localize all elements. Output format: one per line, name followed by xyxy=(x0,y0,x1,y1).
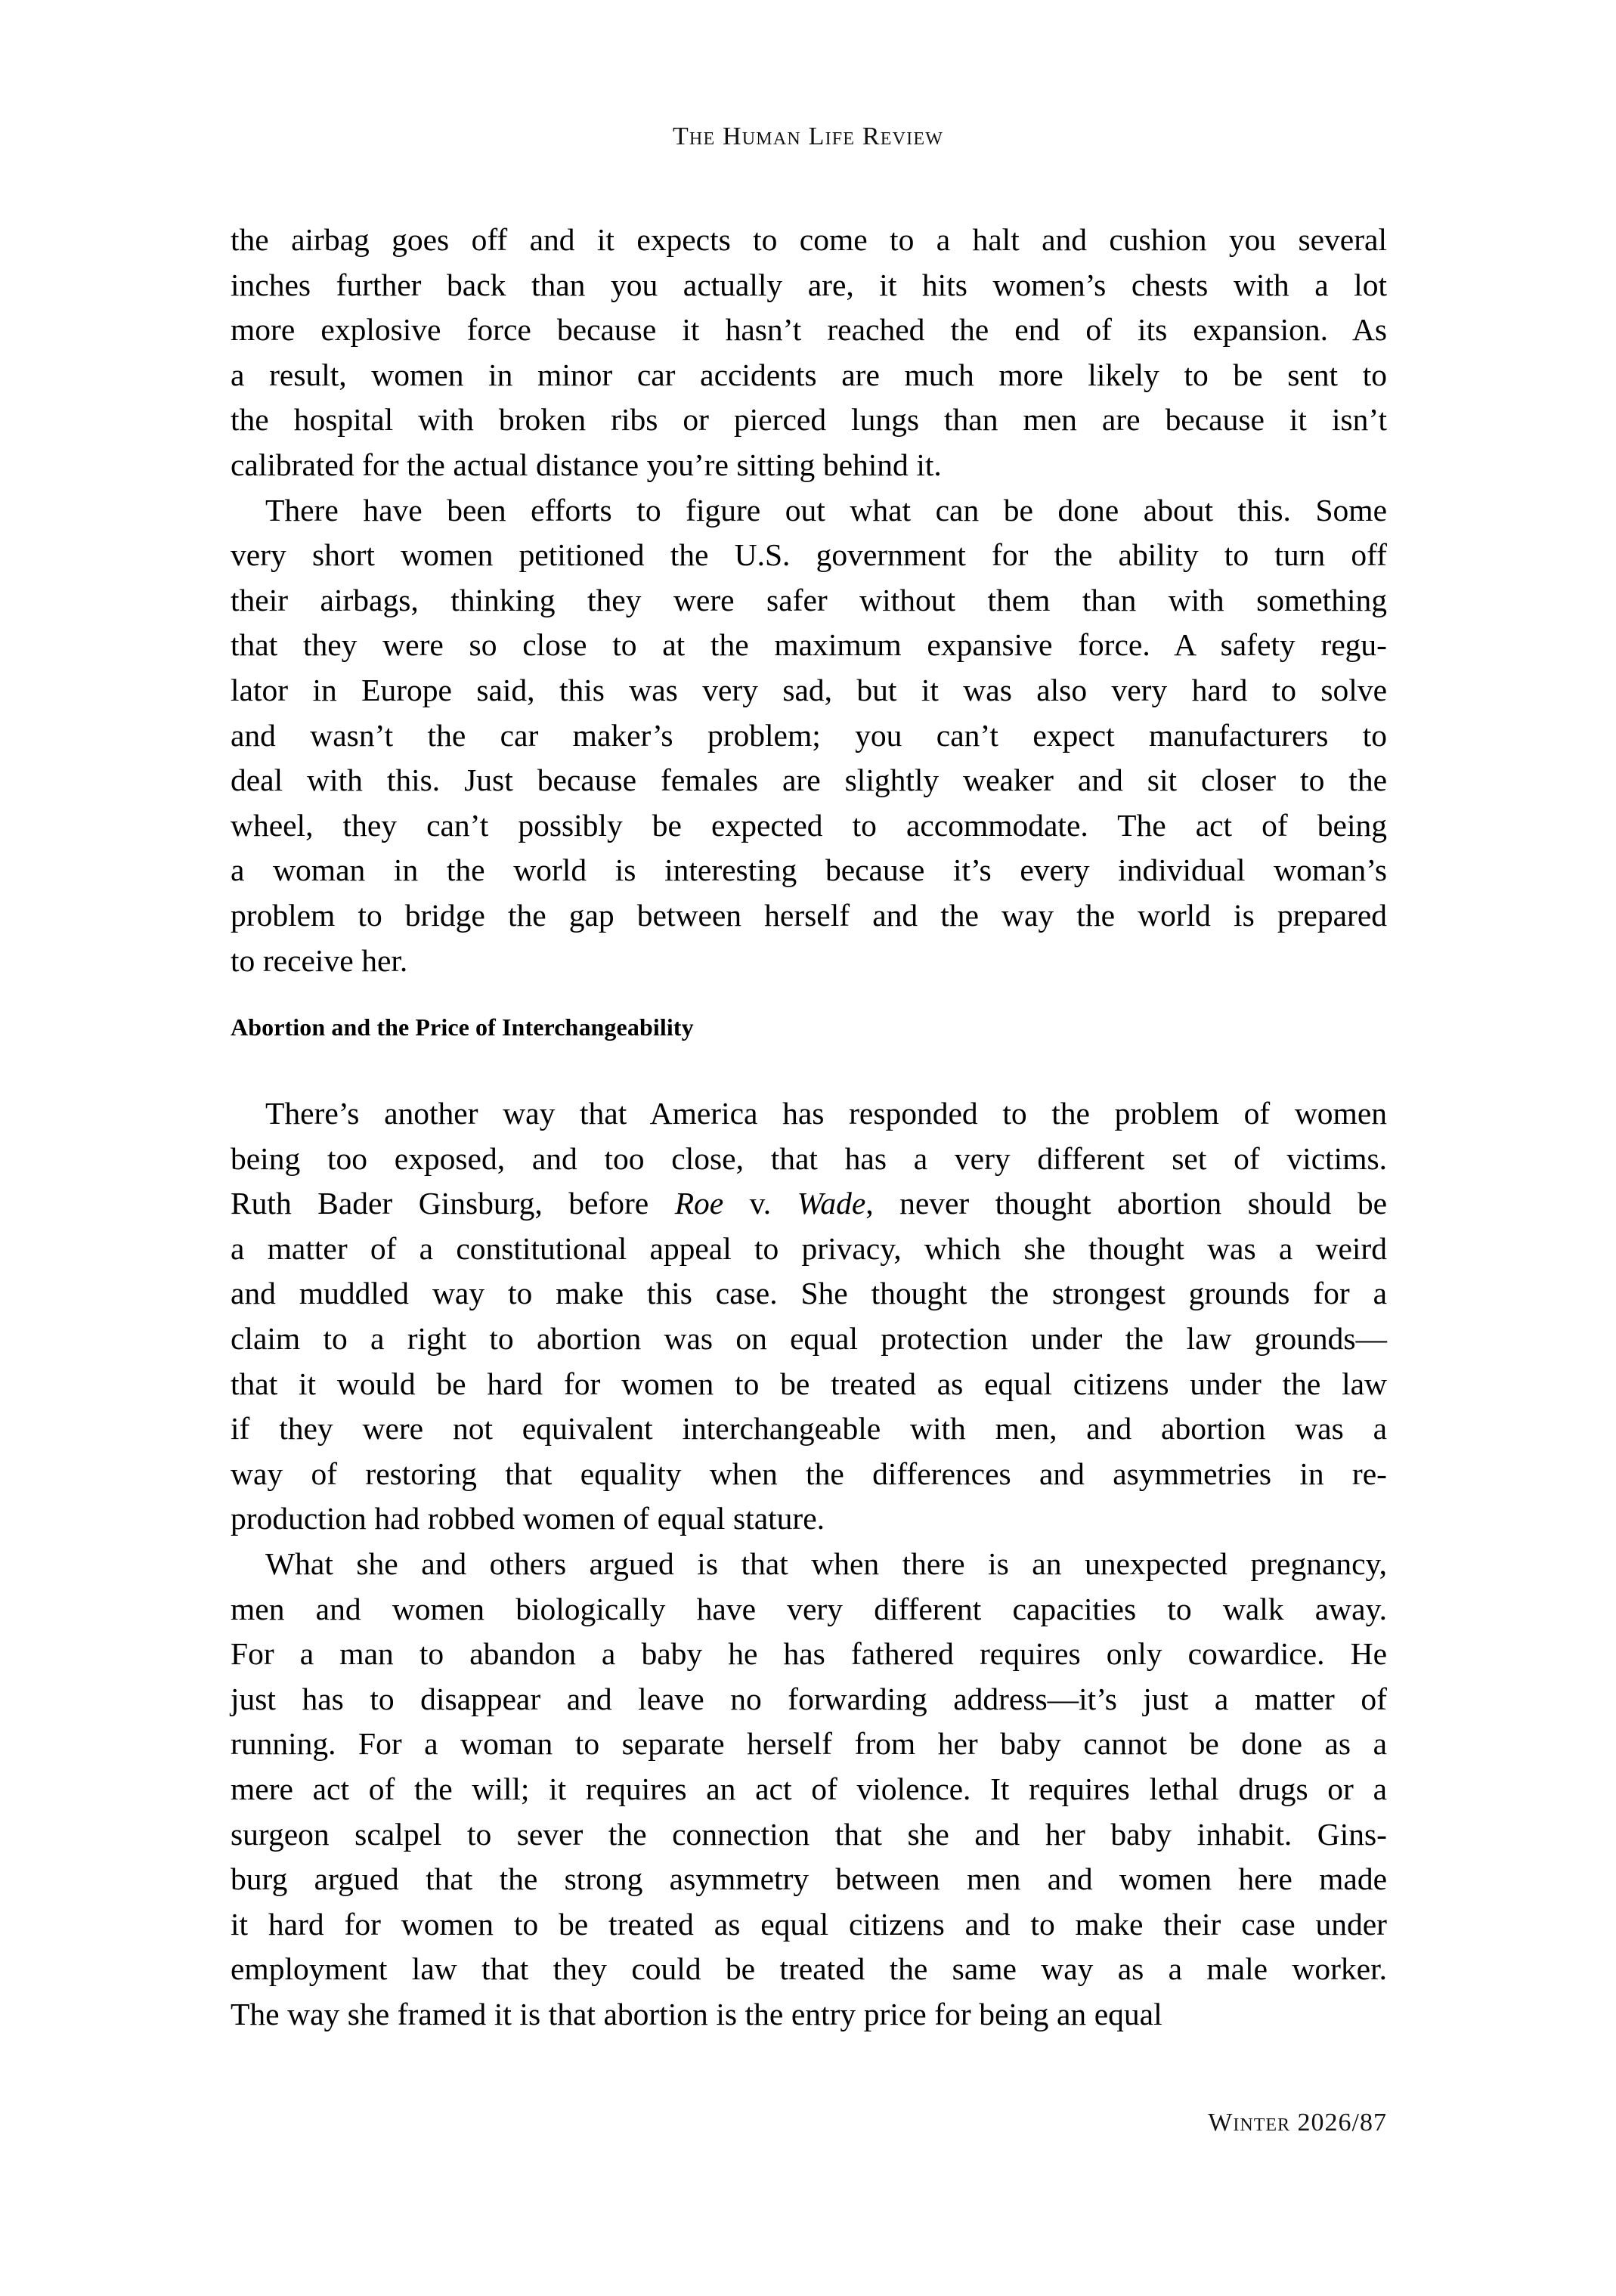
text-line: burg argued that the strong asymmetry between men and women here made xyxy=(231,1861,1387,1897)
text-line: that they were so close to at the maximum expansive force. A safety regu- xyxy=(231,627,1387,663)
text-line: way of restoring that equality when the differences and asymmetries in re- xyxy=(231,1456,1387,1491)
text-line: the hospital with broken ribs or pierced lungs than men are because it isn’t xyxy=(231,402,1387,438)
text-line: surgeon scalpel to sever the connection that she and her baby inhabit. Gins- xyxy=(231,1816,1387,1852)
case-name-roe: Roe xyxy=(674,1186,724,1221)
text-block-lower xyxy=(231,1091,1387,2037)
text-line-with-case-citation xyxy=(231,1181,1387,1227)
paragraph-3 xyxy=(231,1091,1387,1542)
citation-versus: v. xyxy=(723,1186,797,1221)
text-line: wheel, they can’t possibly be expected to accommodate. The act of being xyxy=(231,807,1387,843)
text-line: employment law that they could be treated the same way as a male worker. xyxy=(231,1951,1387,1987)
text-line: very short women petitioned the U.S. government for the ability to turn off xyxy=(231,537,1387,573)
text-line: mere act of the will; it requires an act of violence. It requires lethal drugs or a xyxy=(231,1771,1387,1806)
text-line: a matter of a constitutional appeal to privacy, which she thought was a weird xyxy=(231,1230,1387,1266)
paragraph-1 xyxy=(231,218,1387,488)
text-line: lator in Europe said, this was very sad, but it was also very hard to solve xyxy=(231,672,1387,707)
text-line: deal with this. Just because females are slightly weaker and sit closer to the xyxy=(231,763,1387,798)
text-line: to receive her. xyxy=(231,942,408,978)
text-line: a woman in the world is interesting because it’s every individual woman’s xyxy=(231,852,1387,888)
text-line: their airbags, thinking they were safer without them than with something xyxy=(231,582,1387,617)
text-line: production had robbed women of equal stature. xyxy=(231,1501,825,1536)
text-line: that it would be hard for women to be treated as equal citizens under the law xyxy=(231,1366,1387,1401)
text-line: just has to disappear and leave no forwarding address—it’s just a matter of xyxy=(231,1681,1387,1716)
text-line: There have been efforts to figure out what can be done about this. Some xyxy=(265,492,1387,528)
section-heading: Abortion and the Price of Interchangeability xyxy=(231,1013,694,1041)
text-line: it hard for women to be treated as equal citizens and to make their case under xyxy=(231,1906,1387,1942)
text-line: inches further back than you actually are, it hits women’s chests with a lot xyxy=(231,267,1387,302)
text-line: calibrated for the actual distance you’re sitting behind it. xyxy=(231,447,942,482)
paragraph-2 xyxy=(231,488,1387,984)
text-line: The way she framed it is that abortion is the entry price for being an equal xyxy=(231,1996,1162,2031)
text-line: and muddled way to make this case. She thought the strongest grounds for a xyxy=(231,1276,1387,1311)
text-line: and wasn’t the car maker’s problem; you can’t expect manufacturers to xyxy=(231,717,1387,753)
text-line: What she and others argued is that when there is an unexpected pregnancy, xyxy=(265,1546,1387,1581)
citation-trail-text: , never thought abortion should be xyxy=(865,1186,1387,1221)
text-line: There’s another way that America has responded to the problem of women xyxy=(265,1096,1387,1131)
page-folio: Winter 2026/87 xyxy=(1208,2109,1387,2137)
text-line: more explosive force because it hasn’t reached the end of its expansion. As xyxy=(231,312,1387,348)
text-line: problem to bridge the gap between herself and the way the world is prepared xyxy=(231,897,1387,933)
text-line: a result, women in minor car accidents are much more likely to be sent to xyxy=(231,357,1387,392)
case-name-wade: Wade xyxy=(797,1186,866,1221)
citation-lead-text: Ruth Bader Ginsburg, before xyxy=(231,1186,675,1221)
text-block-upper xyxy=(231,218,1387,983)
text-line: the airbag goes off and it expects to come to a halt and cushion you several xyxy=(231,222,1387,257)
text-line: being too exposed, and too close, that has a very different set of victims. xyxy=(231,1140,1387,1176)
text-line: men and women biologically have very different capacities to walk away. xyxy=(231,1591,1387,1626)
text-line: For a man to abandon a baby he has fathered requires only cowardice. He xyxy=(231,1636,1387,1672)
text-line: if they were not equivalent interchangeable with men, and abortion was a xyxy=(231,1411,1387,1447)
text-line: running. For a woman to separate herself from her baby cannot be done as a xyxy=(231,1726,1387,1762)
paragraph-4 xyxy=(231,1542,1387,2038)
running-head: The Human Life Review xyxy=(672,122,944,150)
text-line: claim to a right to abortion was on equal protection under the law grounds— xyxy=(231,1320,1387,1356)
